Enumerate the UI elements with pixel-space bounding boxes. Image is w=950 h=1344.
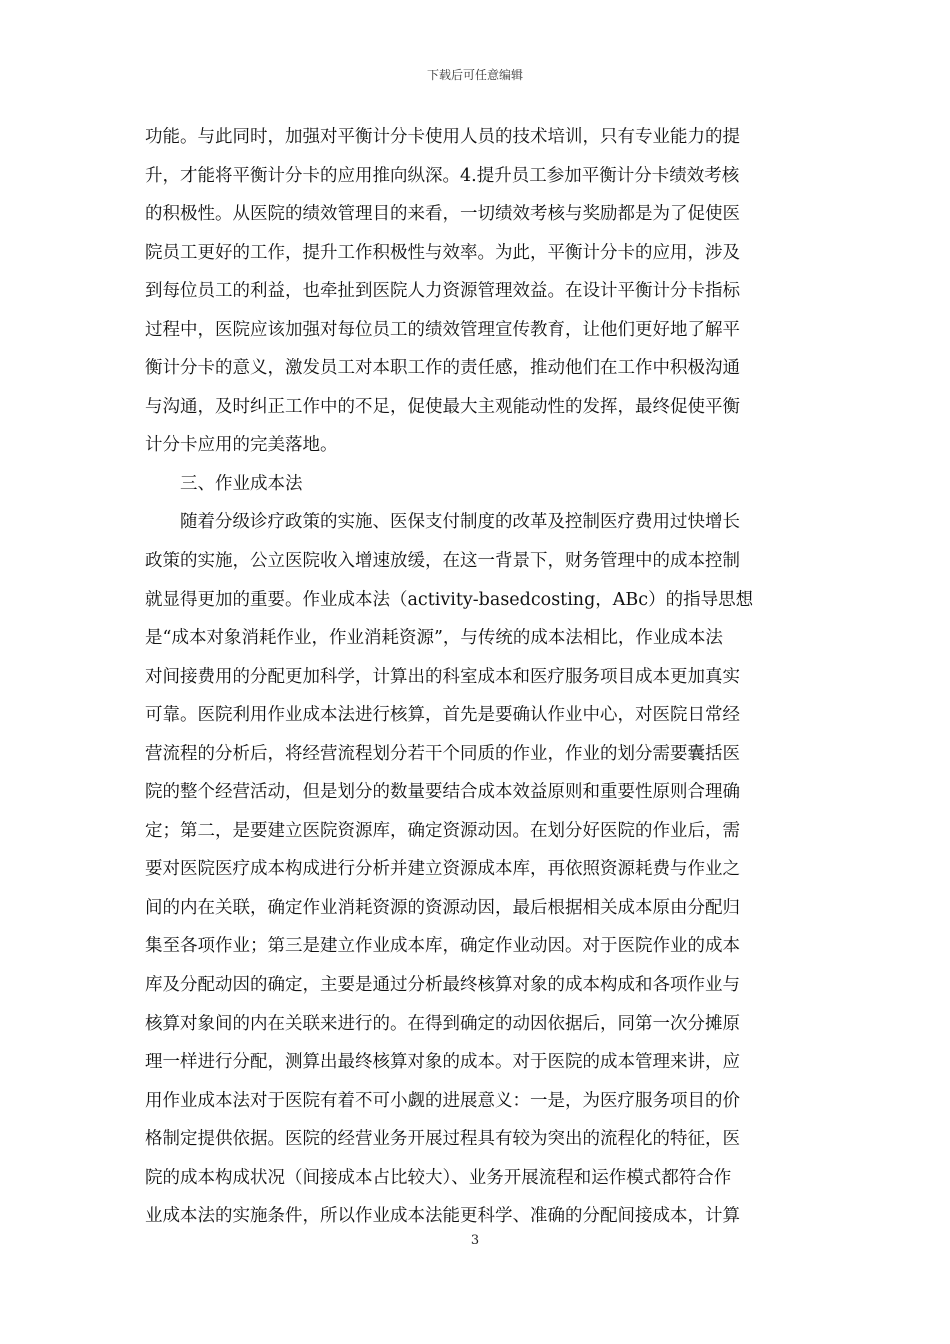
text-line: 对间接费用的分配更加科学，计算出的科室成本和医疗服务项目成本更加真实 [145, 666, 740, 687]
page-number: 3 [470, 1233, 480, 1248]
text-line: 院员工更好的工作，提升工作积极性与效率。为此，平衡计分卡的应用，涉及 [145, 242, 740, 263]
text-line: 可靠。医院利用作业成本法进行核算，首先是要确认作业中心，对医院日常经 [145, 705, 740, 726]
text-line: 计分卡应用的完美落地。 [145, 435, 338, 456]
text-line: 库及分配动因的确定，主要是通过分析最终核算对象的成本构成和各项作业与 [145, 975, 740, 996]
text-line: 衡计分卡的意义，激发员工对本职工作的责任感，推动他们在工作中积极沟通 [145, 358, 740, 379]
text-line: 院的整个经营活动，但是划分的数量要结合成本效益原则和重要性原则合理确 [145, 782, 740, 803]
text-line: 的积极性。从医院的绩效管理目的来看，一切绩效考核与奖励都是为了促使医 [145, 204, 740, 225]
text-line: 间的内在关联，确定作业消耗资源的资源动因，最后根据相关成本原由分配归 [145, 897, 740, 918]
text-line: 就显得更加的重要。作业成本法（activity-basedcosting，ABc）的指导思想 [145, 589, 754, 610]
text-line: 业成本法的实施条件，所以作业成本法能更科学、准确的分配间接成本，计算 [145, 1206, 740, 1227]
text-line: 集至各项作业；第三是建立作业成本库，确定作业动因。对于医院作业的成本 [145, 936, 740, 957]
text-line: 到每位员工的利益，也牵扯到医院人力资源管理效益。在设计平衡计分卡指标 [145, 281, 740, 302]
text-line: 随着分级诊疗政策的实施、医保支付制度的改革及控制医疗费用过快增长 [180, 512, 740, 533]
text-line: 格制定提供依据。医院的经营业务开展过程具有较为突出的流程化的特征，医 [145, 1129, 740, 1150]
text-line: 是“成本对象消耗作业，作业消耗资源”，与传统的成本法相比，作业成本法 [145, 628, 723, 649]
text-line: 营流程的分析后，将经营流程划分若干个同质的作业，作业的划分需要囊括医 [145, 743, 740, 764]
text-line: 理一样进行分配，测算出最终核算对象的成本。对于医院的成本管理来讲，应 [145, 1052, 740, 1073]
text-line: 定；第二，是要建立医院资源库，确定资源动因。在划分好医院的作业后，需 [145, 820, 740, 841]
text-line: 政策的实施，公立医院收入增速放缓，在这一背景下，财务管理中的成本控制 [145, 551, 740, 572]
text-line: 与沟通，及时纠正工作中的不足，促使最大主观能动性的发挥，最终促使平衡 [145, 396, 740, 417]
page-header: 下载后可任意编辑 [426, 68, 523, 82]
section-heading: 三、作业成本法 [180, 473, 303, 494]
text-line: 升，才能将平衡计分卡的应用推向纵深。4.提升员工参加平衡计分卡绩效考核 [145, 165, 740, 186]
text-line: 核算对象间的内在关联来进行的。在得到确定的动因依据后，同第一次分摊原 [145, 1013, 740, 1034]
text-line: 过程中，医院应该加强对每位员工的绩效管理宣传教育，让他们更好地了解平 [145, 319, 740, 340]
text-line: 用作业成本法对于医院有着不可小觑的进展意义：一是，为医疗服务项目的价 [145, 1090, 740, 1111]
text-line: 院的成本构成状况（间接成本占比较大）、业务开展流程和运作模式都符合作 [145, 1167, 732, 1188]
text-line: 要对医院医疗成本构成进行分析并建立资源成本库，再依照资源耗费与作业之 [145, 859, 740, 880]
body-text [145, 118, 807, 1236]
text-line: 功能。与此同时，加强对平衡计分卡使用人员的技术培训，只有专业能力的提 [145, 127, 740, 147]
